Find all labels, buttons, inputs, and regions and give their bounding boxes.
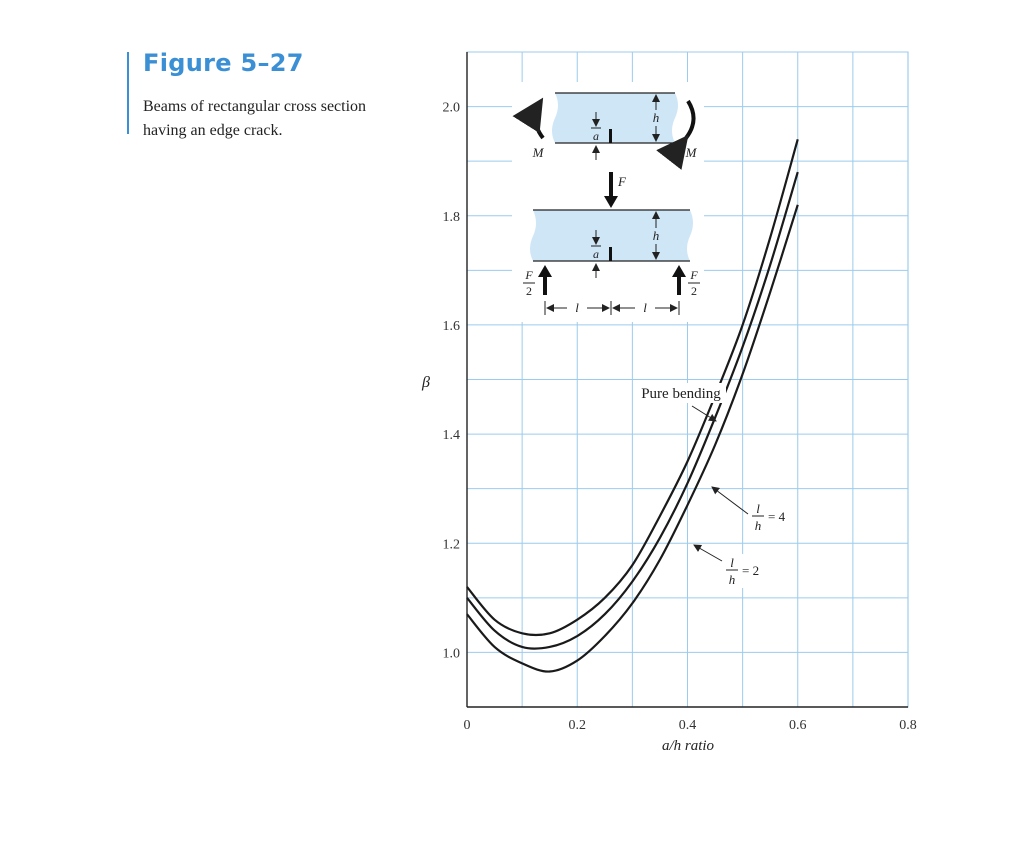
- f-half-left-den: 2: [526, 284, 532, 298]
- x-tick-label: 0.2: [568, 718, 586, 733]
- m-left-label: M: [532, 145, 544, 160]
- crack-mark: [609, 129, 612, 143]
- l4-num: l: [756, 501, 760, 516]
- l4-value: = 4: [768, 509, 786, 524]
- l2-arrow: [694, 545, 722, 561]
- x-tick-label: 0.8: [899, 718, 917, 733]
- f-label: F: [618, 174, 626, 189]
- f-half-right-num: F: [690, 268, 698, 282]
- y-tick-label: 1.0: [442, 646, 460, 662]
- f-half-left-num: F: [525, 268, 533, 282]
- span-l2-label: l: [643, 300, 647, 315]
- y-tick-label: 1.4: [442, 428, 460, 444]
- figure-caption: Beams of rectangular cross section having an edge crack.: [143, 98, 367, 139]
- y-tick-label: 1.2: [442, 537, 460, 553]
- y-tick-label: 1.8: [442, 209, 460, 225]
- a-label: a: [593, 129, 599, 143]
- x-tick-label: 0: [463, 718, 471, 733]
- x-axis-label: a/h ratio: [661, 738, 715, 754]
- crack-mark-bottom: [609, 247, 612, 261]
- pure-bending-label: Pure bending: [641, 386, 721, 402]
- span-l1-label: l: [575, 300, 579, 315]
- l2-den: h: [728, 572, 736, 587]
- y-tick-label: 2.0: [442, 100, 460, 116]
- x-tick-label: 0.6: [789, 718, 807, 733]
- x-tick-label: 0.4: [678, 718, 697, 733]
- l2-value: = 2: [742, 563, 760, 578]
- l2-num: l: [730, 555, 734, 570]
- inset-diagrams: [512, 82, 704, 322]
- y-tick-label: 1.6: [442, 318, 460, 334]
- l4-den: h: [754, 518, 762, 533]
- m-right-label: M: [685, 145, 697, 160]
- figure-title: Figure 5–27: [143, 49, 304, 77]
- h-label-bottom: h: [652, 228, 660, 243]
- pure-bending-arrow: [692, 406, 716, 421]
- a-label-bottom: a: [593, 247, 599, 261]
- y-axis-label: β: [422, 374, 430, 391]
- h-label: h: [652, 110, 660, 125]
- f-half-right-den: 2: [691, 284, 697, 298]
